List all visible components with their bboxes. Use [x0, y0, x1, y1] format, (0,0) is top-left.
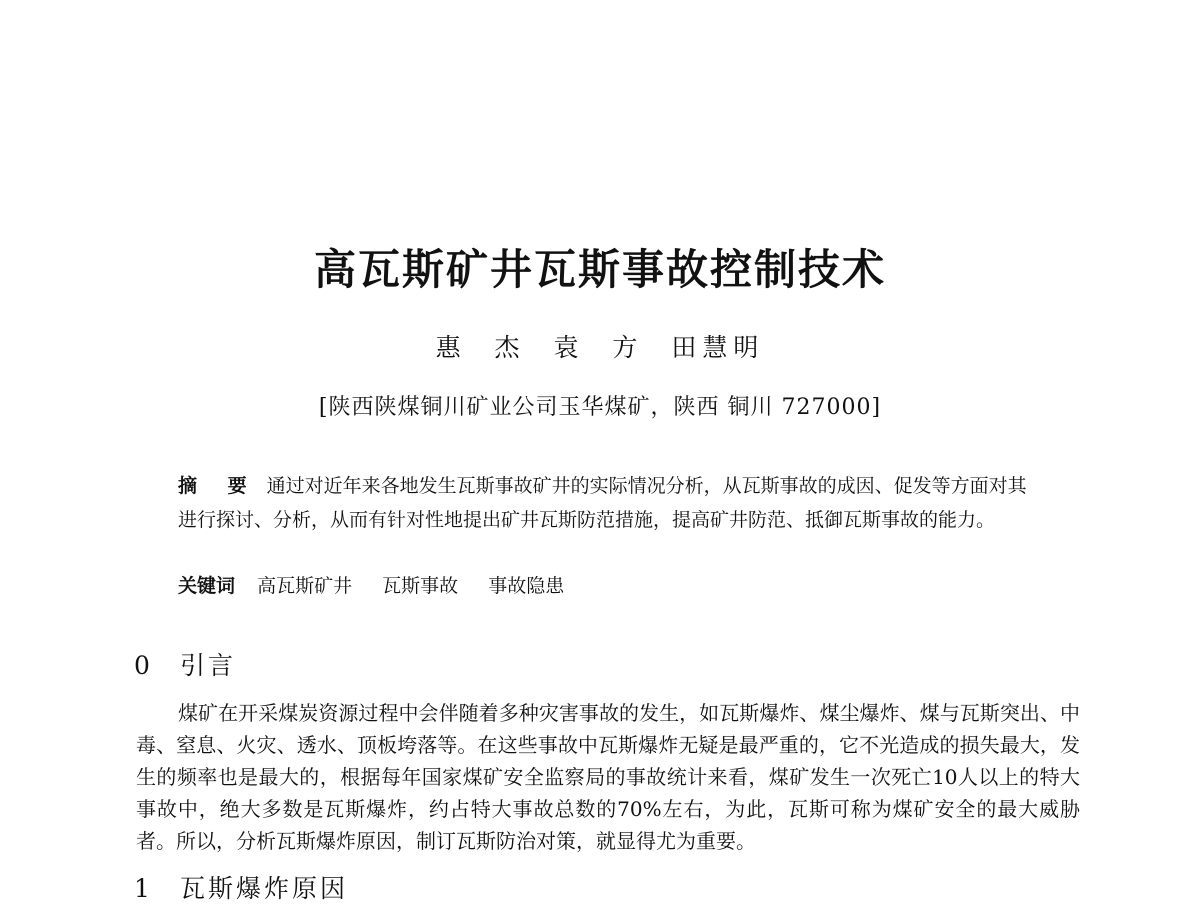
section-heading-introduction	[134, 648, 236, 684]
keywords-block	[178, 571, 1038, 601]
abstract-text: 通过对近年来各地发生瓦斯事故矿井的实际情况分析，从瓦斯事故的成因、促发等方面对其进行探讨、分析，从而有针对性地提出矿井瓦斯防范措施，提高矿井防范、抵御瓦斯事故的能力。	[178, 475, 1027, 531]
keyword-item: 事故隐患	[488, 575, 565, 597]
section-title: 瓦斯爆炸原因	[180, 874, 349, 903]
introduction-paragraph: 煤矿在开采煤炭资源过程中会伴随着多种灾害事故的发生，如瓦斯爆炸、煤尘爆炸、煤与瓦斯突出、中毒、窒息、火灾、透水、顶板垮落等。在这些事故中瓦斯爆炸无疑是最严重的，它不光造成的损失最大，发生的频率也是最大的，根据每年国家煤矿安全监察局的事故统计来看，煤矿发生一次死亡10人以上的特大事故中，绝大多数是瓦斯爆炸，约占特大事故总数的70%左右，为此，瓦斯可称为煤矿安全的最大威胁者。所以，分析瓦斯爆炸原因，制订瓦斯防治对策，就显得尤为重要。	[136, 701, 1080, 853]
paper-title: 高瓦斯矿井瓦斯事故控制技术	[313, 245, 886, 294]
section-number: 1	[134, 874, 150, 903]
abstract-label: 摘 要	[178, 475, 259, 497]
keyword-item: 瓦斯事故	[382, 575, 459, 597]
abstract-block	[178, 469, 1038, 537]
section-heading-gas-explosion-causes	[134, 871, 348, 907]
section-title: 引言	[180, 651, 237, 680]
author-affiliation: [陕西陕煤铜川矿业公司玉华煤矿，陕西 铜川 727000]	[318, 395, 882, 420]
keyword-item: 高瓦斯矿井	[257, 575, 353, 597]
paper-authors: 惠 杰 袁 方 田慧明	[435, 333, 765, 362]
section-number: 0	[134, 651, 150, 680]
keywords-label: 关键词	[178, 575, 236, 597]
